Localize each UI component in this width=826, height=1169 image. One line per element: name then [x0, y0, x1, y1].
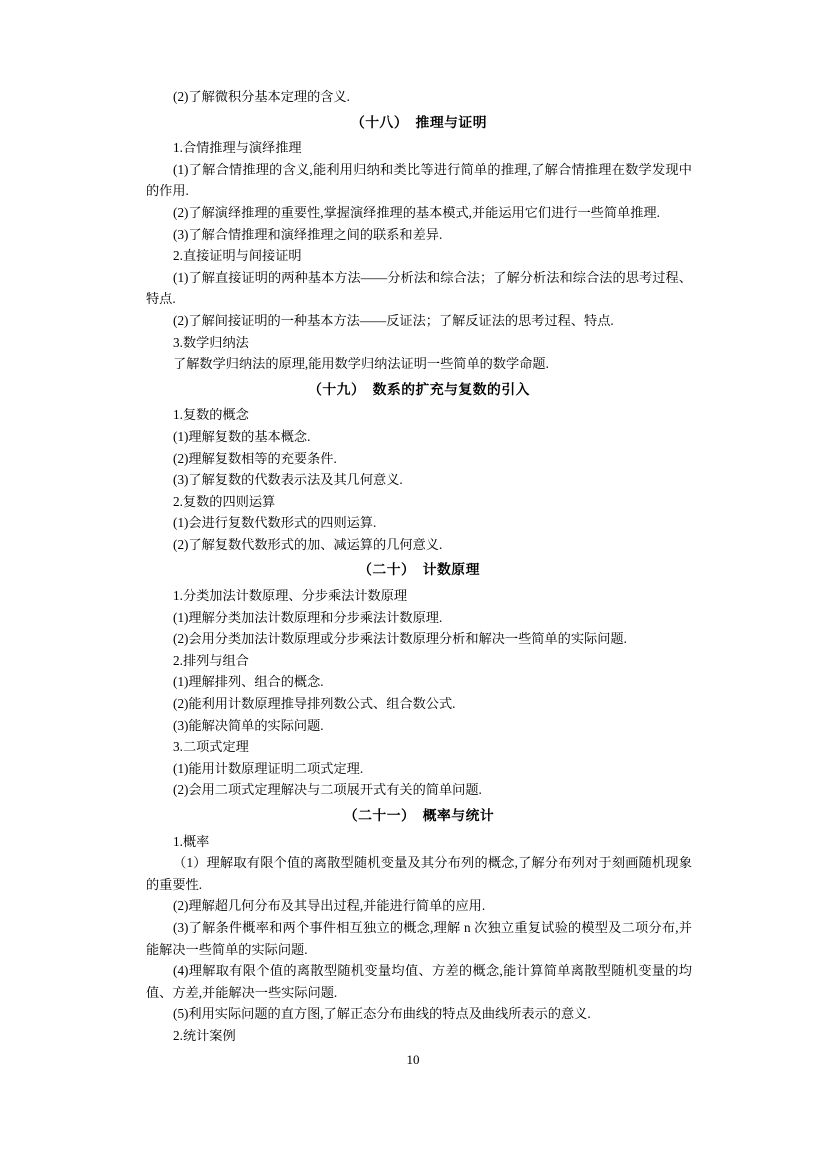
paragraph: (2)了解间接证明的一种基本方法——反证法；了解反证法的思考过程、特点. — [173, 312, 614, 328]
paragraph: (2)了解复数代数形式的加、减运算的几何意义. — [173, 536, 443, 552]
paragraph: 1.分类加法计数原理、分步乘法计数原理 — [173, 588, 408, 604]
paragraph: （1）理解取有限个值的离散型随机变量及其分布列的概念,了解分布列对于刻画随机现象的重要性. — [146, 855, 692, 892]
paragraph: (3)能解决简单的实际问题. — [173, 717, 324, 733]
paragraph: (2)了解微积分基本定理的含义. — [173, 89, 350, 104]
paragraph: (1)能用计数原理证明二项式定理. — [173, 760, 364, 776]
page-number: 10 — [406, 1052, 420, 1067]
paragraph: 2.排列与组合 — [173, 652, 249, 668]
paragraph: 2.统计案例 — [173, 1027, 236, 1043]
paragraph: (2)理解复数相等的充要条件. — [173, 450, 337, 466]
document-body — [146, 86, 692, 1047]
paragraph: 1.复数的概念 — [173, 407, 249, 423]
paragraph: 1.概率 — [173, 833, 210, 849]
paragraph: (1)会进行复数代数形式的四则运算. — [173, 515, 377, 531]
paragraph: (2)会用二项式定理解决与二项展开式有关的简单问题. — [173, 782, 482, 798]
paragraph: (1)理解分类加法计数原理和分步乘法计数原理. — [173, 609, 443, 625]
section-heading: （十八） 推理与证明 — [350, 114, 488, 130]
paragraph: (2)理解超几何分布及其导出过程,并能进行简单的应用. — [173, 898, 486, 914]
paragraph: (3)了解合情推理和演绎推理之间的联系和差异. — [173, 226, 443, 242]
section-heading: （二十一） 概率与统计 — [343, 808, 495, 823]
section-heading: （二十） 计数原理 — [358, 562, 480, 578]
paragraph: (1)了解合情推理的含义,能利用归纳和类比等进行简单的推理,了解合情推理在数学发现中的作用. — [146, 161, 692, 199]
paragraph: 3.二项式定理 — [173, 739, 249, 755]
paragraph: (3)了解复数的代数表示法及其几何意义. — [173, 472, 403, 488]
paragraph: (1)理解排列、组合的概念. — [173, 674, 324, 690]
section-heading: （十九） 数系的扩充与复数的引入 — [308, 381, 530, 397]
paragraph: (2)能利用计数原理推导排列数公式、组合数公式. — [173, 696, 456, 712]
paragraph: 2.复数的四则运算 — [173, 493, 276, 509]
paragraph: 了解数学归纳法的原理,能用数学归纳法证明一些简单的数学命题. — [173, 356, 549, 372]
paragraph: (3)了解条件概率和两个事件相互独立的概念,理解 n 次独立重复试验的模型及二项分布,并能解决一些简单的实际问题. — [146, 919, 692, 957]
paragraph: (2)了解演绎推理的重要性,掌握演绎推理的基本模式,并能运用它们进行一些简单推理. — [173, 204, 660, 220]
paragraph: (1)了解直接证明的两种基本方法——分析法和综合法；了解分析法和综合法的思考过程、特点. — [146, 269, 692, 307]
paragraph: 3.数学归纳法 — [173, 334, 249, 350]
paragraph: (2)会用分类加法计数原理或分步乘法计数原理分析和解决一些简单的实际问题. — [173, 631, 627, 647]
paragraph: (1)理解复数的基本概念. — [173, 428, 311, 444]
paragraph: 2.直接证明与间接证明 — [173, 248, 302, 264]
paragraph: 1.合情推理与演绎推理 — [173, 140, 302, 156]
paragraph: (5)利用实际问题的直方图,了解正态分布曲线的特点及曲线所表示的意义. — [173, 1006, 591, 1022]
paragraph: (4)理解取有限个值的离散型随机变量均值、方差的概念,能计算简单离散型随机变量的均值、方差,并能解决一些实际问题. — [146, 963, 692, 1000]
